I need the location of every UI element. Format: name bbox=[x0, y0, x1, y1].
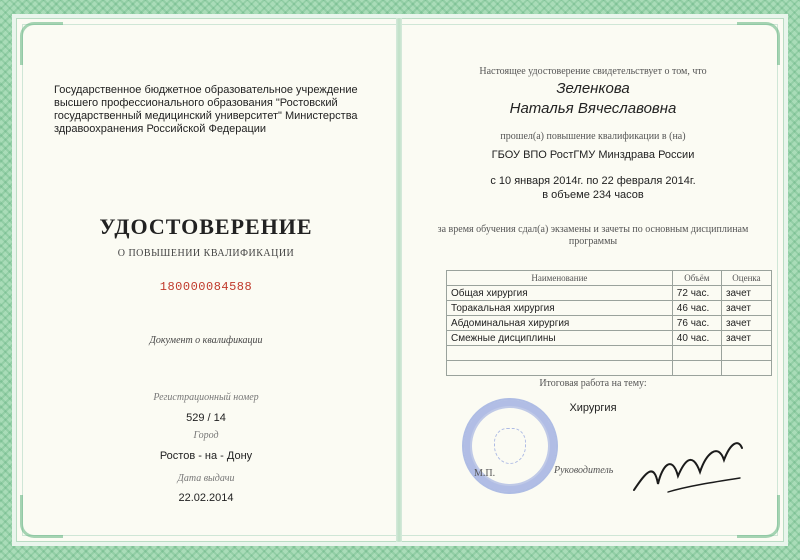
cell-subject: Общая хирургия bbox=[447, 286, 673, 301]
cell-subject: Торакальная хирургия bbox=[447, 301, 673, 316]
cell-grade bbox=[721, 346, 771, 361]
head-label: Руководитель bbox=[554, 465, 614, 476]
study-volume: в объеме 234 часов bbox=[542, 189, 644, 201]
cell-grade: зачет bbox=[721, 331, 771, 346]
organization: ГБОУ ВПО РостГМУ Минздрава России bbox=[491, 149, 695, 161]
holder-surname: Зеленкова bbox=[556, 80, 630, 97]
issue-date-label: Дата выдачи bbox=[177, 473, 235, 484]
certificate-paper bbox=[16, 18, 784, 542]
certificate-title: УДОСТОВЕРЕНИЕ bbox=[99, 214, 313, 239]
cell-volume: 46 час. bbox=[672, 301, 721, 316]
exams-text: за время обучения сдал(а) экзамены и зачеты по основным дисциплинам bbox=[437, 224, 749, 235]
issue-date: 22.02.2014 bbox=[178, 492, 234, 504]
cell-grade: зачет bbox=[721, 286, 771, 301]
city-value: Ростов - на - Дону bbox=[159, 450, 253, 462]
cell-volume: 72 час. bbox=[672, 286, 721, 301]
cell-subject: Абдоминальная хирургия bbox=[447, 316, 673, 331]
grades-table bbox=[446, 270, 772, 376]
exams-text-2: программы bbox=[568, 236, 618, 247]
column-header-volume: Объём bbox=[672, 271, 721, 286]
holder-name: Наталья Вячеславовна bbox=[509, 100, 677, 117]
cell-volume: 40 час. bbox=[672, 331, 721, 346]
document-type: Документ о квалификации bbox=[149, 335, 263, 346]
cell-grade: зачет bbox=[721, 301, 771, 316]
table-row bbox=[447, 361, 772, 376]
cell-grade bbox=[721, 361, 771, 376]
cell-subject: Смежные дисциплины bbox=[447, 331, 673, 346]
signature bbox=[628, 432, 748, 502]
serial-number: 180000084588 bbox=[159, 280, 253, 294]
right-page bbox=[402, 18, 784, 542]
table-row bbox=[447, 286, 772, 301]
final-work-label: Итоговая работа на тему: bbox=[539, 378, 647, 389]
reg-number-label: Регистрационный номер bbox=[153, 392, 259, 403]
certificate-subtitle: О ПОВЫШЕНИИ КВАЛИФИКАЦИИ bbox=[117, 248, 295, 259]
table-row bbox=[447, 346, 772, 361]
stamp-place-label: М.П. bbox=[474, 468, 496, 479]
cell-subject bbox=[447, 361, 673, 376]
cell-volume bbox=[672, 346, 721, 361]
cell-volume bbox=[672, 361, 721, 376]
final-work-topic: Хирургия bbox=[569, 402, 617, 414]
institution-name: Государственное бюджетное образовательное учреждение высшего профессионального образования "Ростовский государственный медицинский университет" Министерства здравоохранения Российской Федерации bbox=[54, 84, 358, 135]
table-row bbox=[447, 331, 772, 346]
cell-grade: зачет bbox=[721, 316, 771, 331]
column-header-name: Наименование bbox=[447, 271, 673, 286]
intro-text: Настоящее удостоверение свидетельствует о том, что bbox=[479, 66, 707, 77]
table-row bbox=[447, 316, 772, 331]
cell-volume: 76 час. bbox=[672, 316, 721, 331]
column-header-grade: Оценка bbox=[721, 271, 771, 286]
city-label: Город bbox=[193, 430, 219, 441]
left-page bbox=[16, 18, 396, 542]
completed-label: прошел(а) повышение квалификации в (на) bbox=[500, 131, 686, 142]
table-row bbox=[447, 301, 772, 316]
study-period: с 10 января 2014г. по 22 февраля 2014г. bbox=[490, 175, 696, 187]
table-header-row bbox=[447, 271, 772, 286]
reg-number: 529 / 14 bbox=[186, 412, 226, 424]
cell-subject bbox=[447, 346, 673, 361]
